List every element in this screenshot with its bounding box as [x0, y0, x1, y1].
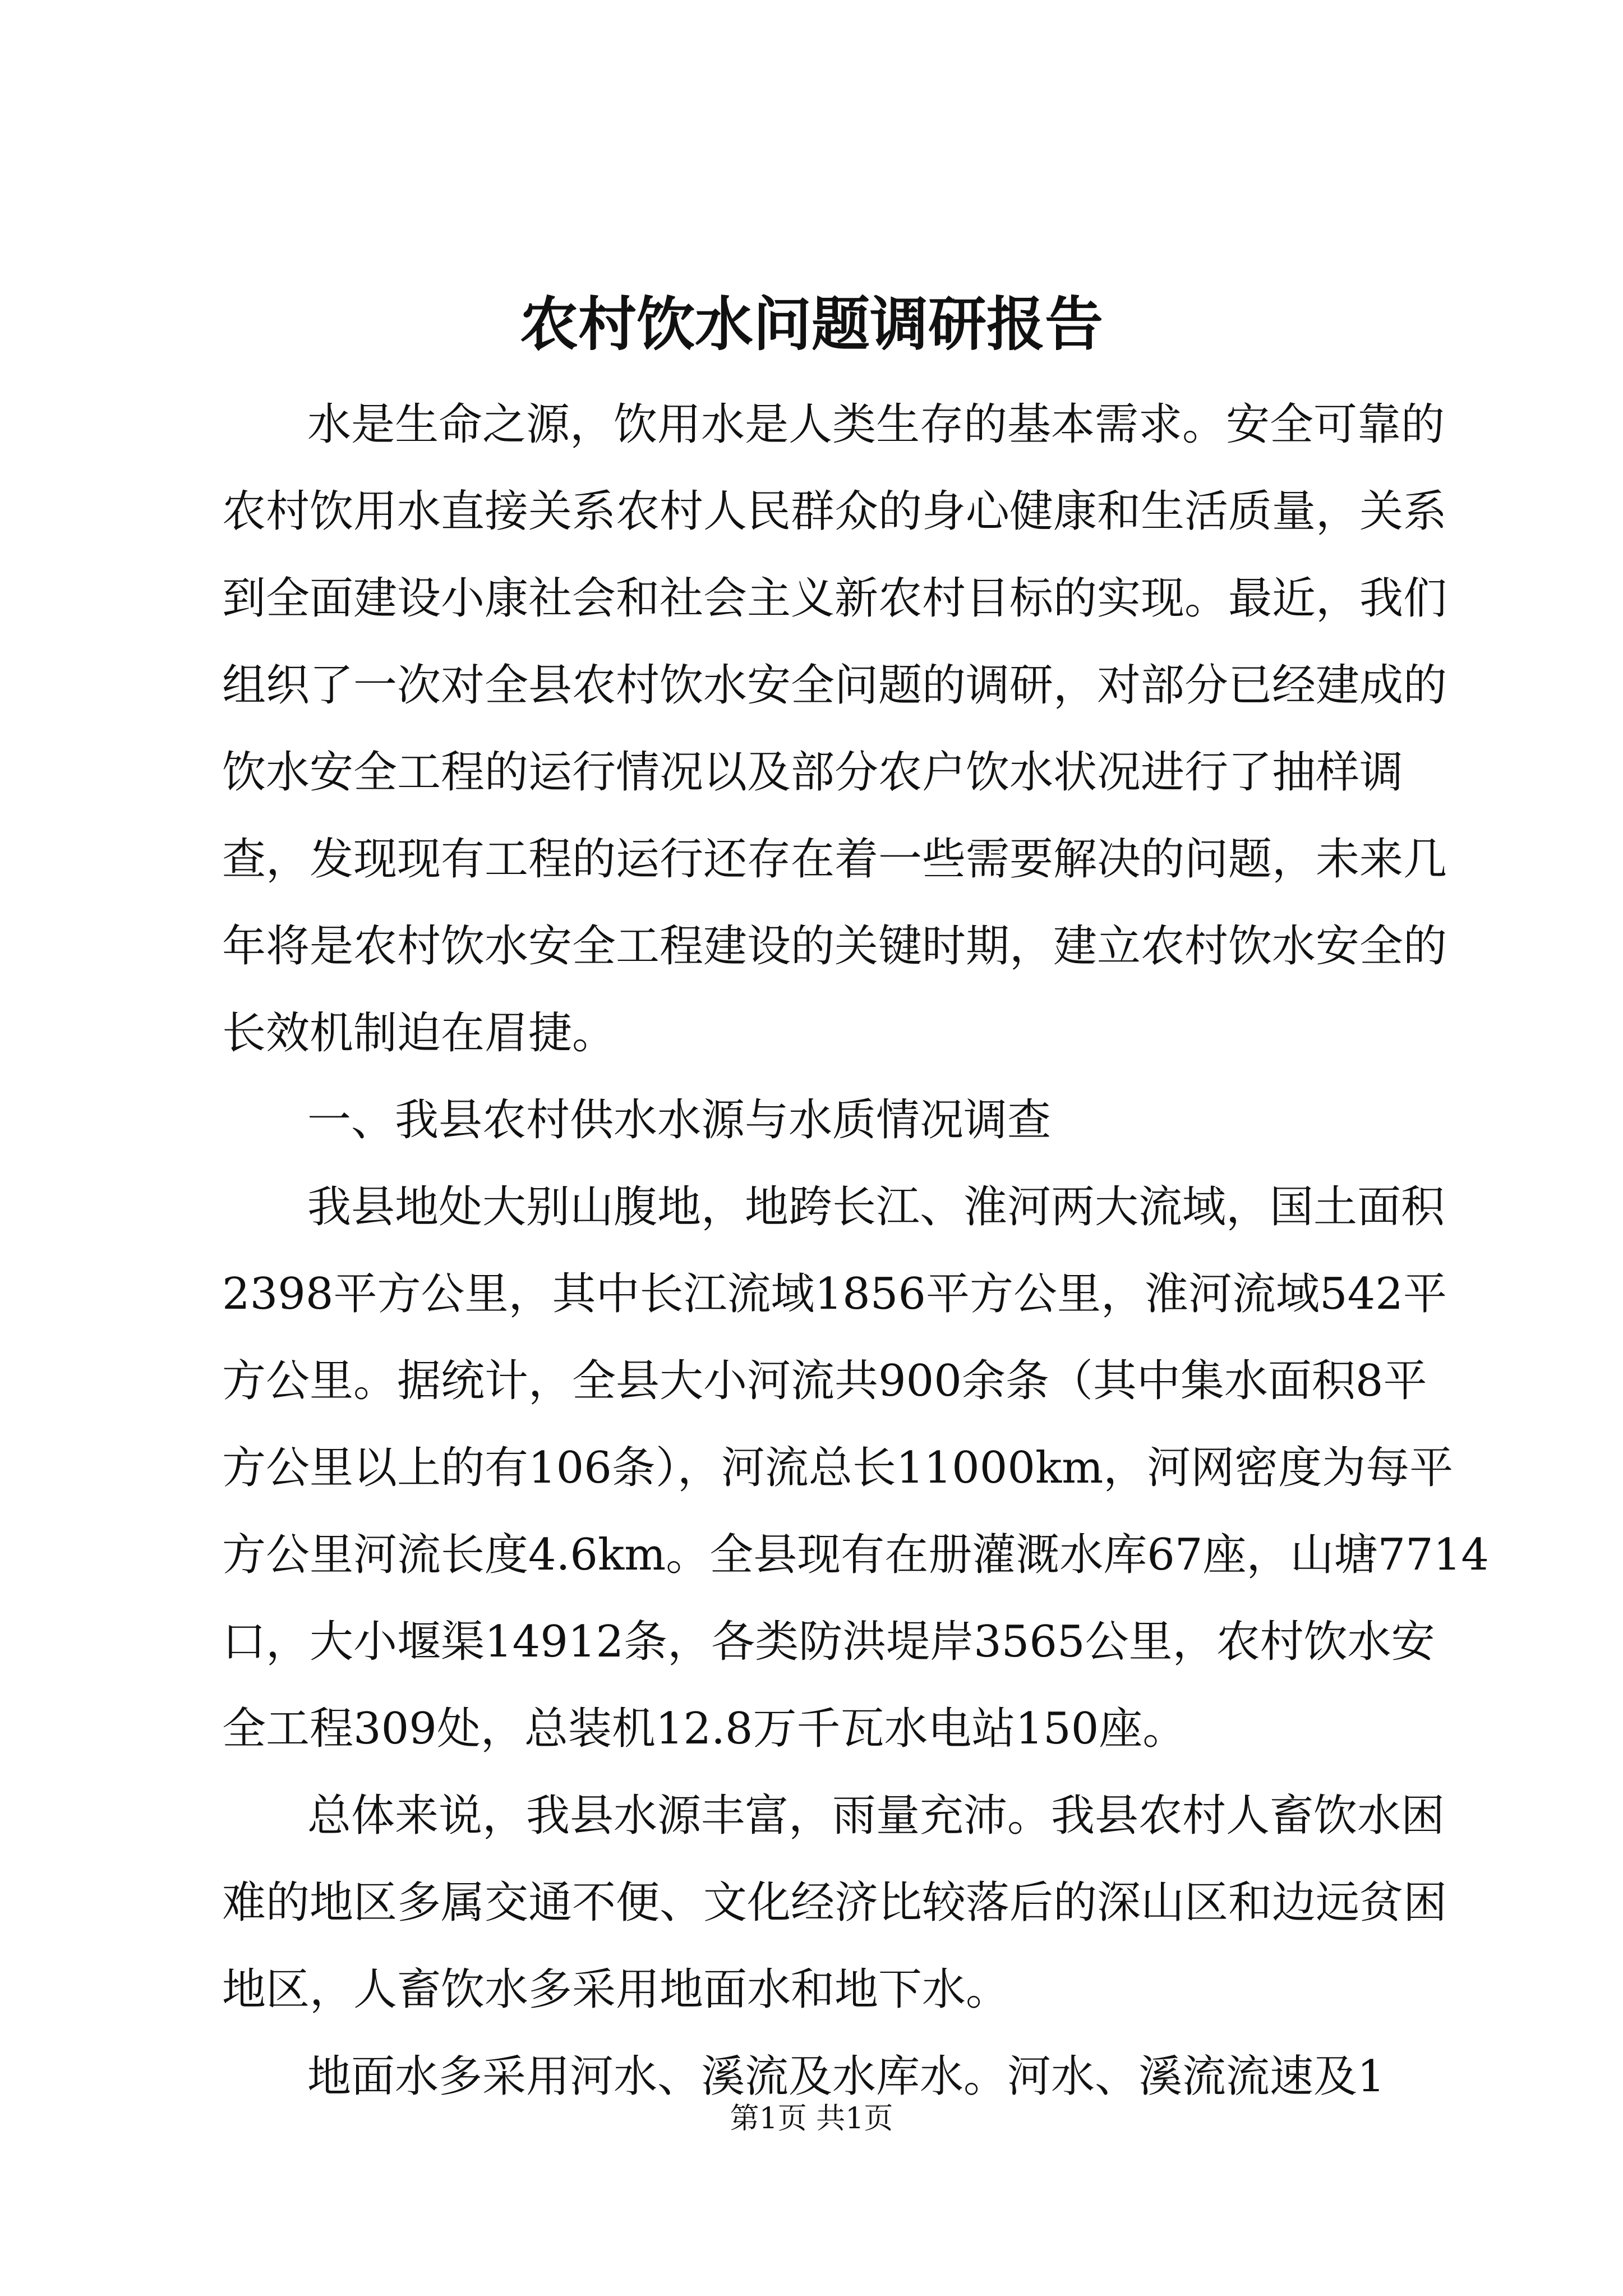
text-line: 水是生命之源，饮用水是人类生存的基本需求。安全可靠的: [307, 399, 1445, 450]
document-body: [222, 381, 1490, 2120]
text-line: 一、我县农村供水水源与水质情况调查: [307, 1095, 1052, 1145]
text-line: 到全面建设小康社会和社会主义新农村目标的实现。最近，我们: [222, 573, 1447, 624]
text-line: 组织了一次对全县农村饮水安全问题的调研，对部分已经建成的: [222, 660, 1447, 711]
document-title: 农村饮水问题调研报告: [519, 289, 1103, 358]
text-line: 口，大小堰渠14912条，各类防洪堤岸3565公里，农村饮水安: [222, 1617, 1435, 1667]
text-line: 方公里河流长度4.6km。全县现有在册灌溉水库67座，山塘7714: [222, 1530, 1490, 1580]
text-line: 饮水安全工程的运行情况以及部分农户饮水状况进行了抽样调: [222, 747, 1404, 798]
text-line: 2398平方公里，其中长江流域1856平方公里，淮河流域542平: [222, 1269, 1447, 1319]
paragraph-intro: [222, 381, 1447, 1077]
text-line: 方公里。据统计，全县大小河流共900余条（其中集水面积8平: [222, 1356, 1427, 1406]
text-line: 农村饮用水直接关系农村人民群众的身心健康和生活质量，关系: [222, 486, 1447, 537]
section-heading: [222, 1077, 1400, 1164]
text-line: 方公里以上的有106条），河流总长11000km，河网密度为每平: [222, 1443, 1454, 1493]
text-line: 长效机制迫在眉捷。: [222, 1008, 616, 1059]
text-line: 查，发现现有工程的运行还存在着一些需要解决的问题，未来几: [222, 834, 1447, 885]
paragraph-geography: [222, 1164, 1490, 1773]
text-line: 地面水多采用河水、溪流及水库水。河水、溪流流速及1: [307, 2051, 1385, 2102]
text-line: 难的地区多属交通不便、文化经济比较落后的深山区和边远贫困: [222, 1878, 1447, 1928]
text-line: 我县地处大别山腹地，地跨长江、淮河两大流域，国土面积: [307, 1182, 1445, 1232]
text-line: 地区，人畜饮水多采用地面水和地下水。: [222, 1964, 1010, 2015]
paragraph-summary: [222, 1773, 1447, 2033]
text-line: 全工程309处，总装机12.8万千瓦水电站150座。: [222, 1704, 1187, 1754]
text-line: 年将是农村饮水安全工程建设的关键时期，建立农村饮水安全的: [222, 921, 1447, 972]
text-line: 总体来说，我县水源丰富，雨量充沛。我县农村人畜饮水困: [307, 1791, 1445, 1841]
page-footer: 第1页 共1页: [730, 2102, 893, 2136]
